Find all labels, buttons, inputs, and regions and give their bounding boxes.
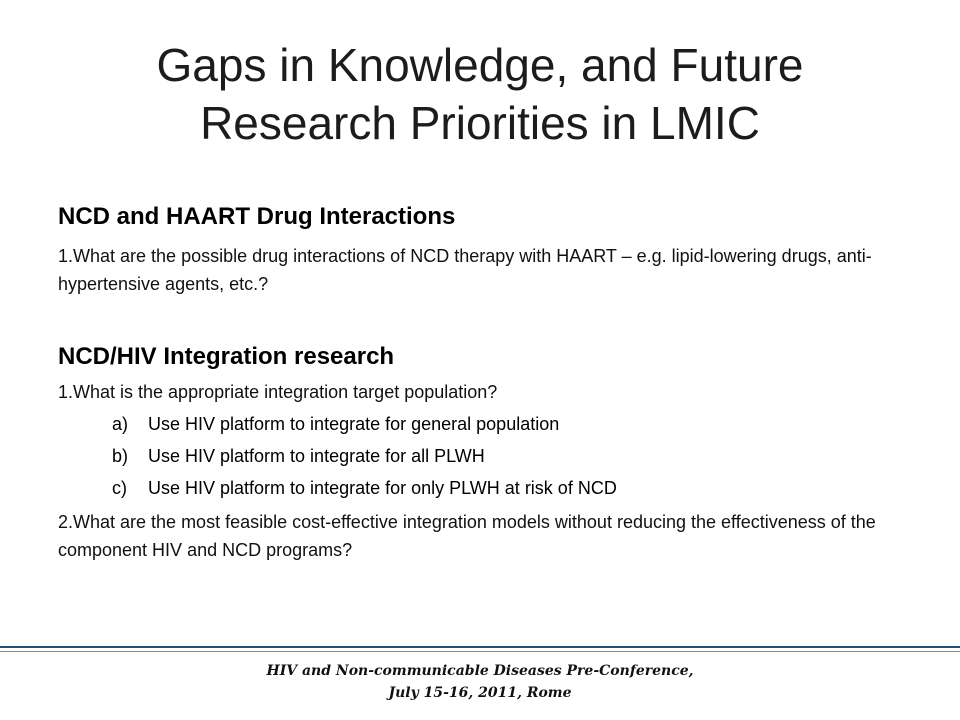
section-heading: NCD/HIV Integration research bbox=[58, 343, 395, 370]
sub-option-letter: a) bbox=[112, 414, 129, 434]
footer-line-2: July 15-16, 2011, Rome bbox=[388, 685, 572, 701]
slide-footer bbox=[0, 660, 960, 704]
sub-option-text: Use HIV platform to integrate for all PLWH bbox=[148, 446, 485, 466]
footer-divider-thin bbox=[0, 651, 960, 652]
slide-title bbox=[40, 36, 920, 152]
title-line-1: Gaps in Knowledge, and Future bbox=[156, 39, 804, 91]
question-item: 1.What is the appropriate integration target population? bbox=[58, 382, 498, 402]
footer-divider bbox=[0, 646, 960, 648]
sub-option-letter: c) bbox=[112, 478, 127, 498]
sub-option-text: Use HIV platform to integrate for only PLWH at risk of NCD bbox=[148, 478, 617, 498]
section-integration-research bbox=[58, 338, 918, 564]
question-item: 1.What are the possible drug interactions of NCD therapy with HAART – e.g. lipid-lowering drugs, anti-hypertensive agents, etc.? bbox=[58, 246, 872, 294]
sub-option bbox=[112, 442, 918, 470]
section-heading: NCD and HAART Drug Interactions bbox=[58, 203, 456, 230]
sub-option bbox=[112, 474, 918, 502]
sub-option bbox=[112, 410, 918, 438]
sub-option-text: Use HIV platform to integrate for general population bbox=[148, 414, 560, 434]
question-item: 2.What are the most feasible cost-effective integration models without reducing the effectiveness of the component HIV and NCD programs? bbox=[58, 512, 876, 560]
section-drug-interactions bbox=[58, 198, 918, 298]
sub-option-letter: b) bbox=[112, 446, 129, 466]
footer-line-1: HIV and Non-communicable Diseases Pre-Conference, bbox=[266, 663, 694, 679]
title-line-2: Research Priorities in LMIC bbox=[200, 97, 760, 149]
slide-body bbox=[58, 198, 918, 564]
